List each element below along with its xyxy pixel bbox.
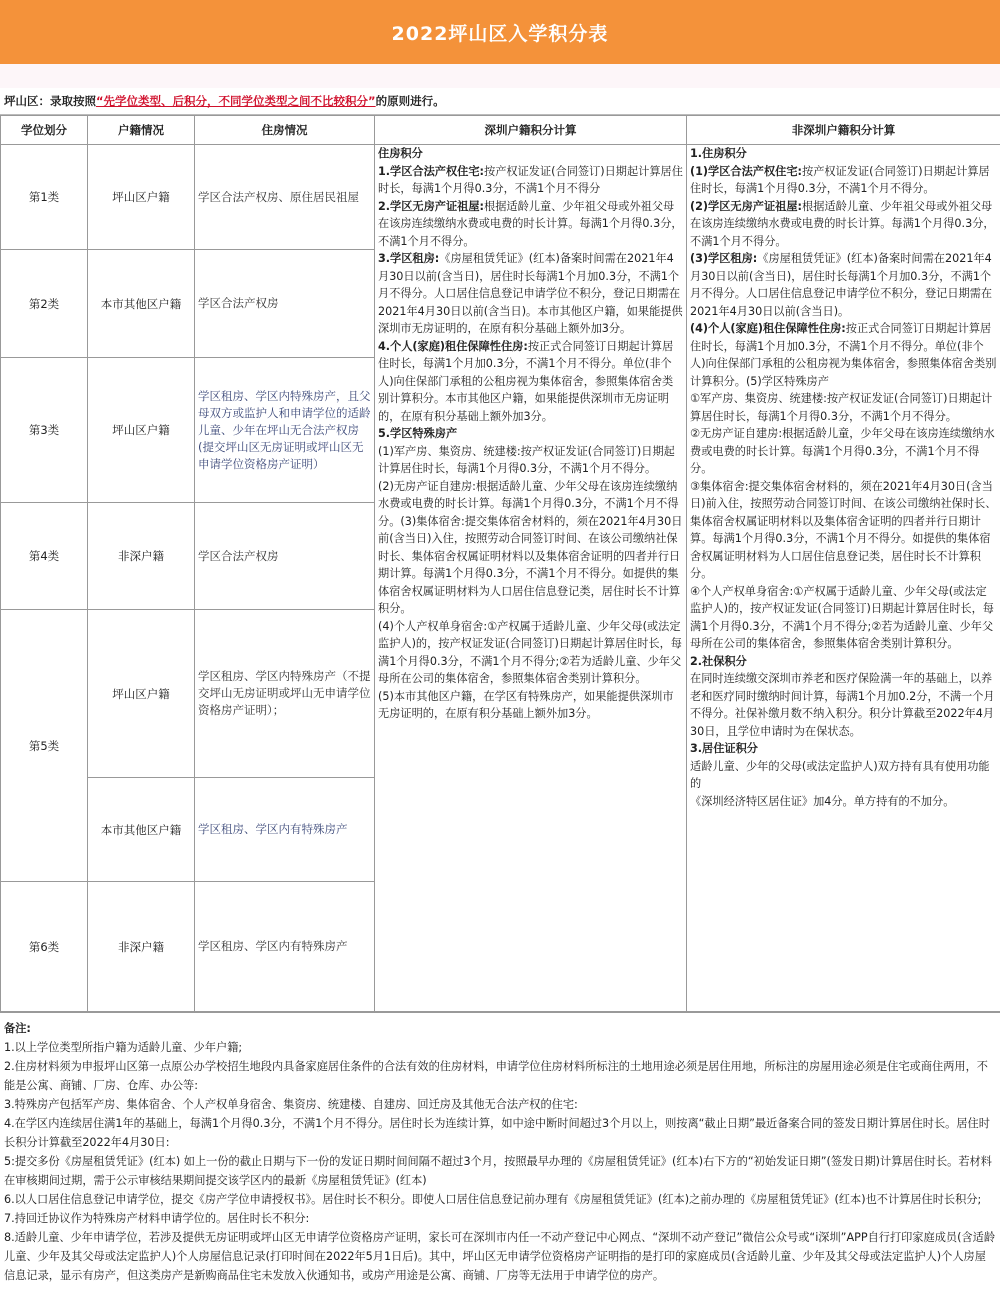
notes-title: 备注:	[4, 1022, 31, 1035]
hukou-cell: 本市其他区户籍	[88, 250, 195, 358]
spacer	[0, 64, 1000, 88]
calc-paragraph	[690, 740, 997, 758]
calc-paragraph	[690, 163, 997, 198]
shenzhen-calc-text	[378, 145, 683, 723]
calc-paragraph	[378, 425, 683, 443]
calc-heading: 1.住房积分	[690, 147, 747, 160]
housing-cell: 学区租房、学区内有特殊房产	[195, 778, 375, 882]
calc-paragraph	[690, 793, 997, 811]
calc-paragraph	[378, 618, 683, 688]
table-header-row	[1, 116, 1000, 145]
calc-text: ①军产房、集资房、统建楼:按产权证发证(合同签订)日期起计算居住时长，每满1个月得0.3分，不满1个月不得分。	[690, 392, 993, 423]
calc-heading: (3)学区租房:	[690, 252, 758, 265]
category-cell: 第3类	[1, 358, 88, 503]
housing-cell: 学区租房、学区内有特殊房产	[195, 882, 375, 1012]
calc-paragraph	[378, 163, 683, 198]
note-item: 5:提交多份《房屋租赁凭证》(红本) 如上一份的截止日期与下一份的发证日期时间间隔不超过3个月，按照最早办理的《房屋租赁凭证》(红本)右下方的“初始发证日期”(签发日期)计算居住时长。若材料在审核期间过期，需于公示审核结果期间提交该学区内的最新《房屋租赁凭证》(红本)	[4, 1155, 992, 1187]
calc-text: 根据适龄儿童、少年祖父母或外祖父母在该房连续缴纳水费或电费的时长计算。每满1个月得0.3分，不满1个月不得分。	[690, 199, 995, 248]
principle-suffix: 的原则进行。	[375, 94, 445, 108]
calc-heading: 2.学区无房产证祖屋:	[378, 199, 485, 213]
calc-text: (4)个人产权单身宿舍:①产权属于适龄儿童、少年父母(或法定监护人)的，按产权证发证(合同签订)日期起计算居住时长，每满1个月得0.3分，不满1个月不得分;②若为适龄儿童、少年父母所在公司的集体宿舍，参照集体宿舍类别计算积分。	[378, 619, 682, 685]
calc-paragraph	[378, 443, 683, 478]
note-item: 1.以上学位类型所指户籍为适龄儿童、少年户籍;	[4, 1041, 243, 1054]
calc-paragraph	[378, 145, 683, 163]
note-item: 2.住房材料须为申报坪山区第一点原公办学校招生地段内具备家庭居住条件的合法有效的住房材料，申请学位住房材料所标注的土地用途必须是居住用地，所标注的房屋用途必须是住宅或商住两用，不能是公寓、商铺、厂房、仓库、办公等:	[4, 1060, 988, 1092]
calc-paragraph	[378, 688, 683, 723]
calc-text: 按正式合同签订日期起计算居住时长，每满1个月加0.3分，不满1个月不得分。单位(非个人)向住保部门承租的公租房视为集体宿舍，参照集体宿舍类别计算积分。本市其他区户籍，如果能提供深圳市无房证明的，在原有积分基础上额外加3分。	[378, 339, 674, 423]
calc-paragraph	[690, 390, 997, 425]
hukou-cell: 坪山区户籍	[88, 610, 195, 778]
calc-text: 适龄儿童、少年的父母(或法定监护人)双方持有具有使用功能的	[690, 759, 990, 790]
calc-paragraph	[378, 338, 683, 426]
calc-text: ③集体宿舍:提交集体宿舍材料的，须在2021年4月30日(含当日)前入住，按照劳动合同签订时间、在该公司缴纳社保时长、集体宿舍权属证明材料以及集体宿舍证明的四者并行日期计算。每满1个月得0.3分，不满1个月不得分。如提供的集体宿舍权属证明材料为人口居住信息登记类，居住时长不计算积分。	[690, 479, 997, 580]
calc-text: 按正式合同签订日期起计算居住时长，每满1个月加0.3分，不满1个月不得分。单位(非个人)向住保部门承租的公租房视为集体宿舍，参照集体宿舍类别计算积分。(5)学区特殊房产	[690, 322, 997, 388]
calc-text: 按产权证发证(合同签订)日期起计算居住时长，每满1个月得0.3分，不满1个月不得分	[378, 164, 683, 195]
shenzhen-calc-cell	[375, 145, 687, 1012]
hukou-cell: 非深户籍	[88, 503, 195, 610]
hukou-cell: 本市其他区户籍	[88, 778, 195, 882]
points-table	[0, 115, 1000, 1012]
calc-paragraph	[690, 478, 997, 583]
housing-cell: 学区合法产权房	[195, 250, 375, 358]
calc-text: (1)军产房、集资房、统建楼:按产权证发证(合同签订)日期起计算居住时长，每满1个月得0.3分，不满1个月不得分。	[378, 444, 675, 475]
calc-paragraph	[690, 583, 997, 653]
note-item: 3.特殊房产包括军产房、集体宿舍、个人产权单身宿舍、集资房、统建楼、自建房、回迁房及其他无合法产权的住宅:	[4, 1098, 578, 1111]
calc-paragraph	[690, 198, 997, 251]
calc-paragraph	[690, 653, 997, 671]
calc-heading: 3.学区租房:	[378, 252, 440, 265]
note-item: 4.在学区内连续居住满1年的基础上，每满1个月得0.3分，不满1个月不得分。居住时长为连续计算，如中途中断时间超过3个月以上，则按离“截止日期”最近备案合同的签发日期计算居住时长。居住时长积分计算截至2022年4月30日:	[4, 1117, 990, 1149]
calc-paragraph	[690, 670, 997, 740]
calc-text: 《房屋租赁凭证》(红本)备案时间需在2021年4月30日以前(含当日)，居住时长每满1个月加0.3分，不满1个月不得分。人口居住信息登记申请学位不积分，登记日期需在2021年4月30日以前(含当日)。本市其他区户籍，如果能提供深圳市无房证明的，在原有积分基础上额外加3分。	[378, 252, 683, 335]
housing-cell: 学区合法产权房	[195, 503, 375, 610]
calc-paragraph	[690, 145, 997, 163]
calc-heading: (1)学区合法产权住宅:	[690, 164, 802, 178]
header-nonshenzhen-calc: 非深圳户籍积分计算	[687, 116, 1000, 145]
notes-list	[4, 1038, 996, 1285]
principle-highlight: “先学位类型、后积分，不同学位类型之间不比较积分”	[96, 94, 376, 108]
calc-paragraph	[378, 478, 683, 618]
note-item: 6.以人口居住信息登记申请学位，提交《房产学位申请授权书》。居住时长不积分。即使人口居住信息登记前办理有《房屋租赁凭证》(红本)之前办理的《房屋租赁凭证》(红本)也不计算居住时长积分;	[4, 1193, 982, 1206]
housing-cell: 学区租房、学区内特殊房产，且父母双方或监护人和申请学位的适龄儿童、少年在坪山无合法产权房(提交坪山区无房证明或坪山区无申请学位资格房产证明）	[195, 358, 375, 503]
hukou-cell: 坪山区户籍	[88, 145, 195, 250]
calc-paragraph	[690, 425, 997, 478]
calc-text: 《房屋租赁凭证》(红本)备案时间需在2021年4月30日以前(含当日)，居住时长每满1个月加0.3分，不满1个月不得分。人口居住信息登记申请学位不积分，登记日期需在2021年4月30日以前(含当日)。	[690, 252, 993, 318]
category-cell: 第5类	[1, 610, 88, 882]
calc-heading: 3.居住证积分	[690, 742, 758, 755]
hukou-cell: 坪山区户籍	[88, 358, 195, 503]
calc-text: (2)无房产证自建房:根据适龄儿童、少年父母在该房连续缴纳水费或电费的时长计算。每满1个月得0.3分，不满1个月不得分。(3)集体宿舍:提交集体宿舍材料的，须在2021年4月30日前(含当日)入住，按照劳动合同签订时间、在该公司缴纳社保时长、集体宿舍权属证明材料以及集体宿舍证明的四者并行日期计算。每满1个月得0.3分，不满1个月不得分。如提供的集体宿舍权属证明材料为人口居住信息登记类，居住时长不计算积分。	[378, 479, 683, 615]
header-hukou: 户籍情况	[88, 116, 195, 145]
calc-heading: 4.个人(家庭)租住保障性住房:	[378, 339, 528, 353]
calc-text: ②无房产证自建房:根据适龄儿童，少年父母在该房连续缴纳水费或电费的时长计算。每满1个月得0.3分，不满1个月不得分。	[690, 427, 995, 475]
calc-paragraph	[690, 758, 997, 793]
calc-text: ④个人产权单身宿舍:①产权属于适龄儿童、少年父母(或法定监护人)的，按产权证发证(合同签订)日期起计算居住时长，每满1个月得0.3分，不满1个月不得分;②若为适龄儿童、少年父母所在公司的集体宿舍，参照集体宿舍类别计算积分。	[690, 584, 994, 650]
calc-heading: (2)学区无房产证祖屋:	[690, 199, 802, 213]
hukou-cell: 非深户籍	[88, 882, 195, 1012]
calc-heading: 住房积分	[378, 147, 423, 160]
calc-paragraph	[378, 250, 683, 338]
category-cell: 第1类	[1, 145, 88, 250]
table-row	[1, 145, 1000, 250]
nonshenzhen-calc-cell	[687, 145, 1000, 1012]
admission-principle	[0, 88, 1000, 115]
calc-paragraph	[378, 198, 683, 251]
calc-text: 《深圳经济特区居住证》加4分。单方持有的不加分。	[690, 794, 955, 808]
calc-paragraph	[690, 320, 997, 390]
notes-section	[0, 1012, 1000, 1285]
calc-heading: (4)个人(家庭)租住保障性住房:	[690, 322, 846, 335]
calc-text: 按产权证发证(合同签订)日期起计算居住时长，每满1个月得0.3分，不满1个月不得分。	[690, 164, 990, 195]
header-category: 学位划分	[1, 116, 88, 145]
housing-cell: 学区合法产权房、原住居民祖屋	[195, 145, 375, 250]
category-cell: 第6类	[1, 882, 88, 1012]
note-item: 7.持回迁协议作为特殊房产材料申请学位的。居住时长不积分:	[4, 1212, 310, 1225]
category-cell: 第4类	[1, 503, 88, 610]
calc-text: 在同时连续缴交深圳市养老和医疗保险满一年的基础上，以养老和医疗同时缴纳时间计算，每满1个月加0.2分，不满一个月不得分。社保补缴月数不纳入积分。积分计算截至2022年4月30日，且学位申请时为在保状态。	[690, 672, 995, 738]
calc-heading: 5.学区特殊房产	[378, 427, 458, 440]
nonshenzhen-calc-text	[690, 145, 997, 810]
calc-paragraph	[690, 250, 997, 320]
housing-cell: 学区租房、学区内特殊房产（不提交坪山无房证明或坪山无申请学位资格房产证明）；	[195, 610, 375, 778]
principle-prefix: 坪山区：录取按照	[4, 94, 96, 108]
page-title: 2022坪山区入学积分表	[0, 0, 1000, 64]
calc-text: 根据适龄儿童、少年祖父母或外祖父母在该房连续缴纳水费或电费的时长计算。每满1个月得0.3分，不满1个月不得分。	[378, 199, 683, 248]
header-shenzhen-calc: 深圳户籍积分计算	[375, 116, 687, 145]
calc-heading: 2.社保积分	[690, 654, 747, 668]
category-cell: 第2类	[1, 250, 88, 358]
calc-heading: 1.学区合法产权住宅:	[378, 164, 485, 178]
header-housing: 住房情况	[195, 116, 375, 145]
note-item: 8.适龄儿童、少年申请学位，若涉及提供无房证明或坪山区无申请学位资格房产证明，家长可在深圳市内任一不动产登记中心网点、“深圳不动产登记”微信公众号或“i深圳”APP自行打印家庭成员(含适龄儿童、少年及其父母或法定监护人)个人房屋信息记录(打印时间在2022年5月1日后)。其中，坪山区无申请学位资格房产证明指的是打印的家庭成员(含适龄儿童、少年及其父母或法定监护人)个人房屋信息记录，显示有房产，但这类房产是新购商品住宅未发放入伙通知书，或房产用途是公寓、商铺、厂房等无法用于申请学位的房产。	[4, 1231, 996, 1282]
calc-text: (5)本市其他区户籍，在学区有特殊房产，如果能提供深圳市无房证明的，在原有积分基础上额外加3分。	[378, 689, 674, 720]
